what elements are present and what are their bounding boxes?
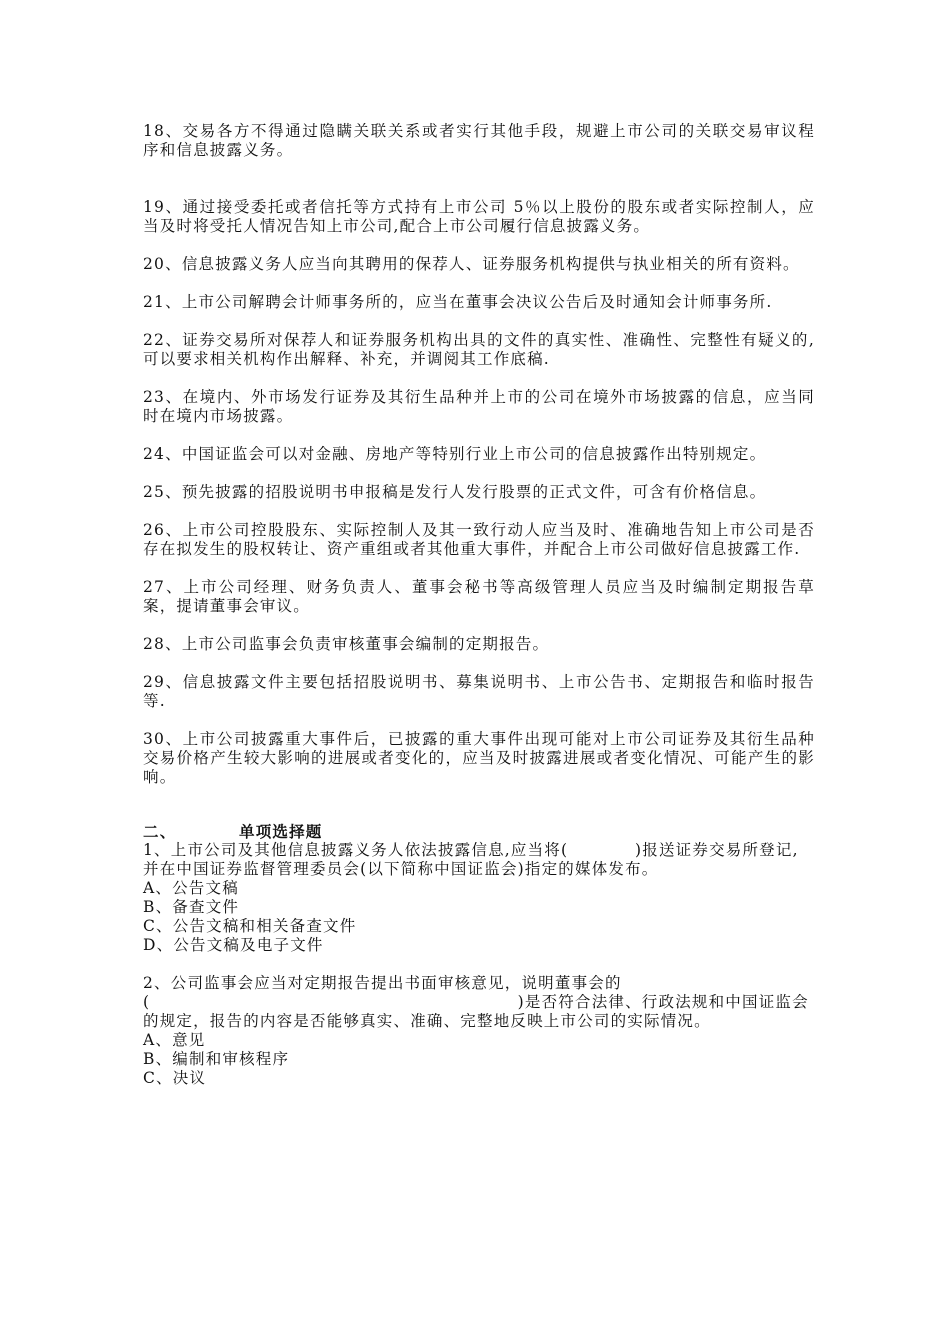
judgment-item-29: 29、信息披露文件主要包括招股说明书、募集说明书、上市公告书、定期报告和临时报告等.: [143, 673, 815, 710]
option-a: A、公告文稿: [143, 879, 239, 897]
section-title: 单项选择题: [239, 822, 323, 841]
judgment-item-19: 19、通过接受委托或者信托等方式持有上市公司 5％以上股份的股东或者实际控制人，应当及时将受托人情况告知上市公司,配合上市公司履行信息披露义务。: [143, 198, 815, 235]
option-c: C、公告文稿和相关备查文件: [143, 917, 357, 935]
option-d: D、公告文稿及电子文件: [143, 936, 324, 954]
judgment-item-27: 27、上市公司经理、财务负责人、董事会秘书等高级管理人员应当及时编制定期报告草案，提请董事会审议。: [143, 578, 815, 615]
judgment-item-22: 22、证券交易所对保荐人和证券服务机构出具的文件的真实性、准确性、完整性有疑义的,可以要求相关机构作出解释、补充，并调阅其工作底稿.: [143, 331, 815, 368]
question-stem: 2、公司监事会应当对定期报告提出书面审核意见，说明董事会的( )是否符合法律、行政法规和中国证监会的规定，报告的内容是否能够真实、准确、完整地反映上市公司的实际情况。: [143, 974, 809, 1030]
option-a: A、意见: [143, 1031, 206, 1049]
option-b: B、编制和审核程序: [143, 1050, 290, 1068]
document-page: [143, 122, 815, 1107]
judgment-item-20: 20、信息披露义务人应当向其聘用的保荐人、证券服务机构提供与执业相关的所有资料。: [143, 255, 800, 273]
section-number: 二、: [143, 822, 177, 841]
judgment-item-18: 18、交易各方不得通过隐瞒关联关系或者实行其他手段，规避上市公司的关联交易审议程序和信息披露义务。: [143, 122, 815, 159]
option-c: C、决议: [143, 1069, 207, 1087]
question-2: [143, 974, 815, 1088]
question-1: [143, 841, 815, 955]
judgment-item-21: 21、上市公司解聘会计师事务所的，应当在董事会决议公告后及时通知会计师事务所.: [143, 293, 773, 311]
judgment-item-25: 25、预先披露的招股说明书申报稿是发行人发行股票的正式文件，可含有价格信息。: [143, 483, 767, 501]
judgment-item-23: 23、在境内、外市场发行证券及其衍生品种并上市的公司在境外市场披露的信息，应当同时在境内市场披露。: [143, 388, 815, 425]
judgment-item-28: 28、上市公司监事会负责审核董事会编制的定期报告。: [143, 635, 550, 653]
section-heading: [143, 822, 815, 841]
judgment-item-26: 26、上市公司控股股东、实际控制人及其一致行动人应当及时、准确地告知上市公司是否存在拟发生的股权转让、资产重组或者其他重大事件，并配合上市公司做好信息披露工作.: [143, 521, 815, 558]
option-b: B、备查文件: [143, 898, 240, 916]
judgment-item-24: 24、中国证监会可以对金融、房地产等特别行业上市公司的信息披露作出特别规定。: [143, 445, 767, 463]
question-stem: 1、上市公司及其他信息披露义务人依法披露信息,应当将( )报送证券交易所登记,并在中国证券监督管理委员会(以下简称中国证监会)指定的媒体发布。: [143, 841, 799, 878]
judgment-item-30: 30、上市公司披露重大事件后，已披露的重大事件出现可能对上市公司证券及其衍生品种交易价格产生较大影响的进展或者变化的，应当及时披露进展或者变化情况、可能产生的影响。: [143, 730, 815, 786]
